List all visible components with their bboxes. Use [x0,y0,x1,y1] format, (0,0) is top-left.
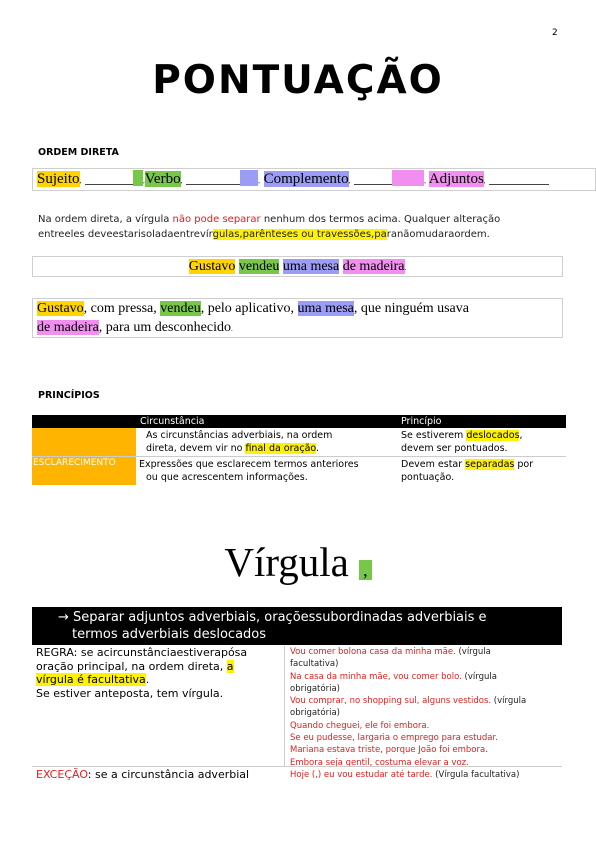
example-6: Mariana estava triste, porque João foi embora. [290,745,488,756]
example-ordem-direta: Gustavo vendeu uma mesa de madeira. [32,256,563,277]
term-sujeito: Sujeito [37,171,80,187]
virgula-examples: Vou comer bolona casa da minha mãe. (vírgula facultativa) Na casa da minha mãe, vou comer bolo. (vírgula obrigatória) Vou comprar, no shopping sul, alguns vestidos. (vírgula obrigatória) Quando cheguei, ele foi embora. Se eu pudesse, largaria o emprego para estudar. Mariana estava triste, porque João foi embora. Embora seja gentil, costuma elevar a voz. Hoje (,) eu vou estudar até tarde. (Vírgula facultativa) [290,646,562,781]
row-label-esclarecimento: ESCLARECIMENTO [32,457,136,486]
virgula-banner: → Separar adjuntos adverbiais, oraçõessubordinadas adverbiais e termos adverbiais deslocados [32,607,562,645]
example-1: Vou comer bolona casa da minha mãe. (vírgula [290,647,491,657]
ordem-direta-heading: ORDEM DIRETA [38,147,119,158]
term-complemento: Complemento [263,171,349,187]
principios-header-row [32,415,566,428]
example-7: Embora seja gentil, costuma elevar a voz. [290,757,469,768]
page-number: 2 [552,28,558,38]
virgula-heading: Vírgula , [0,538,596,594]
term-verbo: Verbo [144,171,181,187]
example-3: Vou comprar, no shopping sul, alguns vestidos. (vírgula [290,696,527,707]
page-title: PONTUAÇÃO [152,58,444,103]
table-divider [32,766,562,767]
header-principio: Princípio [401,416,442,427]
example-termos-intercalados: Gustavo, com pressa, vendeu, pelo aplicativo, uma mesa, que ninguém usava de madeira, para um desconhecido. [32,298,563,338]
principio-row-deslocamento: DESLOCAMENTO As circunstâncias adverbiais, na ordem direta, devem vir no final da oração. Se estiverem deslocados, devem ser pontuados. [32,428,566,457]
example-5: Se eu pudesse, largaria o emprego para estudar. [290,733,498,744]
ordem-direta-paragraph: Na ordem direta, a vírgula não pode separar nenhum dos termos acima. Qualquer alteração entreeles deveestarisoladaentrevírgulas,parênteses ou travessões,paranãomudaraordem. [38,214,501,240]
principios-heading: PRINCÍPIOS [38,390,100,401]
row-label-deslocamento: DESLOCAMENTO [32,428,136,457]
example-4: Quando cheguei, ele foi embora. [290,720,430,731]
example-8: Hoje (,) eu vou estudar até tarde. (Vírgula facultativa) [290,769,520,780]
principios-table [32,415,566,485]
regra-cell: REGRA: se acircunstânciaestiverapósa oração principal, na ordem direta, a vírgula é facultativa. Se estiver anteposta, tem vírgula. [32,646,285,766]
terms-row: Sujeito, ,Verbo, , Complemento, , Adjuntos, [32,168,596,191]
header-circunstancia: Circunstância [140,416,205,427]
term-adjuntos: Adjuntos [428,171,484,187]
principio-row-esclarecimento: ESCLARECIMENTO Expressões que esclarecem termos anteriores ou que acrescentem informações. Devem estar separadas por pontuação. [33,458,534,483]
example-2: Na casa da minha mãe, vou comer bolo. (vírgula [290,671,497,682]
excecao-line: EXCEÇÃO: se a circunstância adverbial [36,768,250,781]
